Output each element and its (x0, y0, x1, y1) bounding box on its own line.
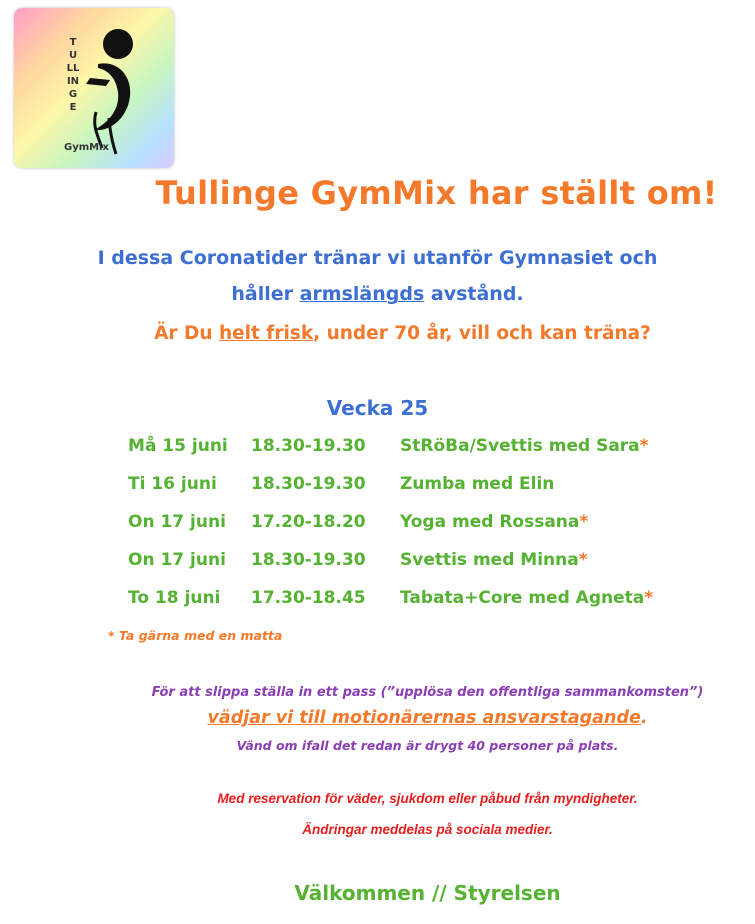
schedule-time: 18.30-19.30 (251, 436, 366, 456)
eligibility-question (0, 323, 755, 344)
schedule-row (0, 474, 755, 512)
activity-name: Yoga med Rossana (400, 512, 580, 532)
intro-line-1: I dessa Coronatider tränar vi utanför Gymnasiet och (97, 247, 658, 269)
intro-text (0, 240, 755, 312)
activity-name: Tabata+Core med Agneta (400, 588, 645, 608)
schedule-row (0, 550, 755, 588)
logo-letters: TULLINGE (66, 37, 80, 113)
mat-star: * (578, 550, 588, 570)
schedule-day: To 18 juni (128, 588, 221, 608)
schedule-day: Må 15 juni (128, 436, 228, 456)
mat-footnote: * Ta gärna med en matta (108, 628, 283, 643)
activity-name: Svettis med Minna (400, 550, 579, 570)
week-heading: Vecka 25 (326, 396, 429, 420)
mat-star: * (639, 436, 649, 456)
schedule-row (0, 512, 755, 550)
appeal-line-2 (0, 708, 755, 728)
mat-star: * (579, 512, 589, 532)
activity-name: StRöBa/Svettis med Sara (400, 436, 640, 456)
intro-line-2-start: håller (231, 283, 300, 305)
gymmix-logo (14, 8, 174, 168)
reservation-line-1: Med reservation för väder, sjukdom eller påbud från myndigheter. (217, 791, 638, 806)
welcome-signature: Välkommen // Styrelsen (294, 881, 561, 905)
schedule-time: 18.30-19.30 (251, 474, 366, 494)
schedule-activity (400, 550, 588, 570)
question-underlined: helt frisk (218, 323, 314, 344)
intro-line-2 (0, 276, 755, 312)
question-end: , under 70 år, vill och kan träna? (313, 323, 651, 344)
intro-underlined-word: armslängds (299, 283, 425, 305)
appeal-underlined: vädjar vi till motionärernas ansvarstagande (207, 708, 641, 728)
schedule-activity (400, 588, 653, 608)
appeal-line-3: Vänd om ifall det redan är drygt 40 personer på plats. (236, 738, 619, 753)
schedule-day: On 17 juni (128, 512, 226, 532)
schedule-activity (400, 474, 554, 494)
schedule-time: 17.20-18.20 (251, 512, 366, 532)
appeal-line-1: För att slippa ställa in ett pass (”upplösa den offentliga sammankomsten”) (151, 685, 704, 700)
schedule-time: 17.30-18.45 (251, 588, 366, 608)
appeal-period: . (640, 708, 648, 728)
schedule-row (0, 436, 755, 474)
mat-star: * (644, 588, 654, 608)
page-title: Tullinge GymMix har ställt om! (155, 174, 718, 212)
schedule-list (0, 436, 755, 626)
schedule-activity (400, 512, 588, 532)
schedule-activity (400, 436, 649, 456)
schedule-row (0, 588, 755, 626)
schedule-day: On 17 juni (128, 550, 226, 570)
reservation-line-2: Ändringar meddelas på sociala medier. (302, 822, 553, 837)
schedule-day: Ti 16 juni (128, 474, 217, 494)
activity-name: Zumba med Elin (400, 474, 555, 494)
intro-line-2-end: avstånd. (424, 283, 524, 305)
schedule-time: 18.30-19.30 (251, 550, 366, 570)
question-start: Är Du (154, 323, 219, 344)
logo-word: GymMix (64, 142, 109, 153)
